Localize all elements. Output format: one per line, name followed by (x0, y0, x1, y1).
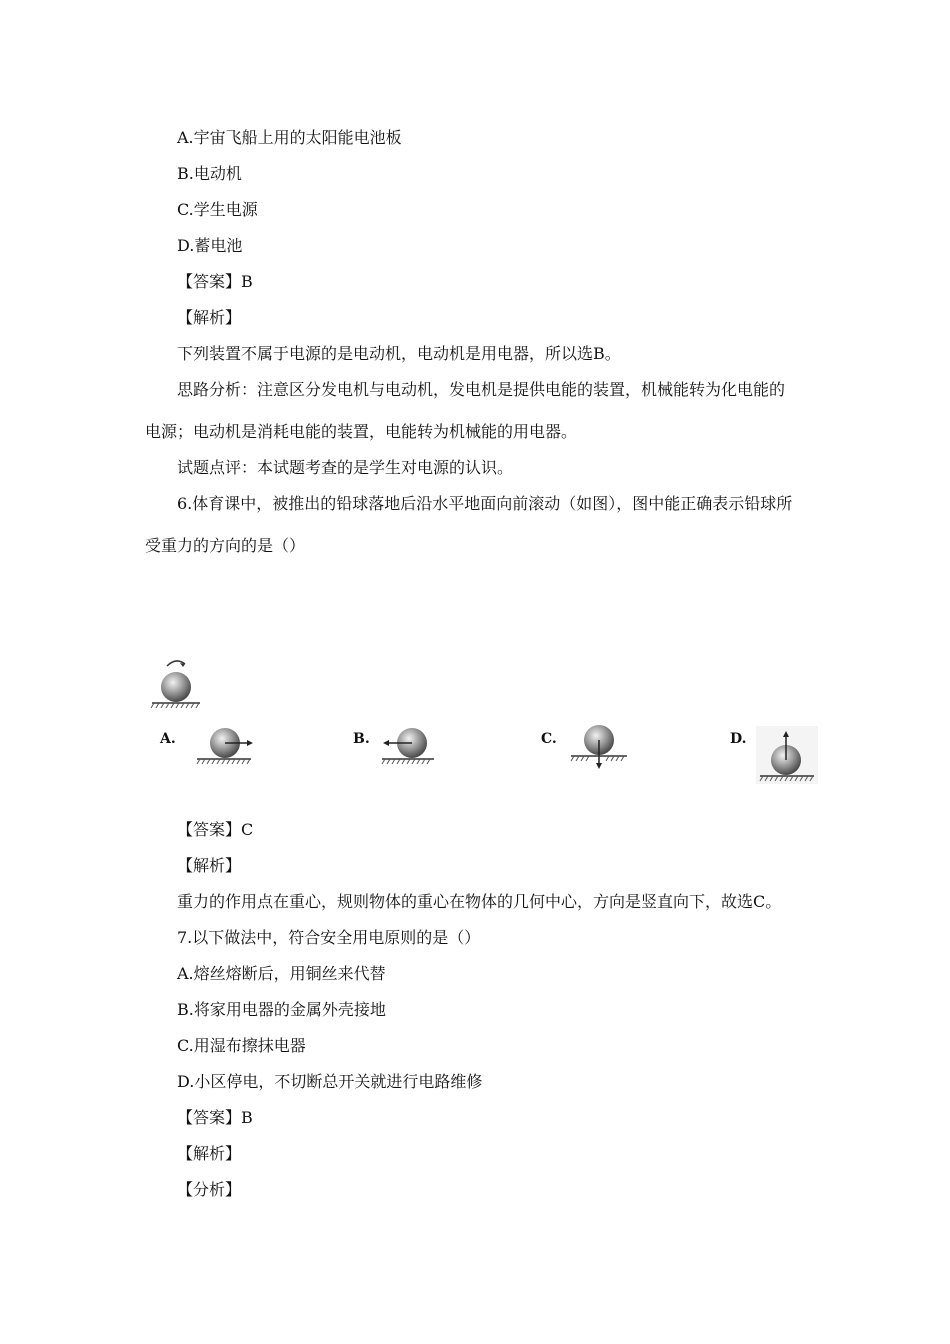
option-a-ball-figure (195, 720, 261, 770)
option-b-ball-figure (378, 720, 442, 770)
q6-fig-label-d: D. (730, 731, 747, 747)
q5-analysis-line-2b: 电源；电动机是消耗电能的装置，电能转为机械能的用电器。 (145, 422, 578, 441)
q5-analysis-line-2a: 思路分析：注意区分发电机与电动机，发电机是提供电能的装置，机械能转为化电能的 (177, 380, 786, 399)
q7-question: 7.以下做法中，符合安全用电原则的是（） (177, 928, 481, 947)
q6-analysis-line-1: 重力的作用点在重心，规则物体的重心在物体的几何中心，方向是竖直向下，故选C。 (177, 892, 782, 911)
q6-analysis-title: 【解析】 (177, 856, 242, 875)
option-c-ball-figure (567, 718, 631, 774)
q7-option-c: C.用湿布擦抹电器 (177, 1036, 306, 1055)
q7-analysis-subtitle: 【分析】 (177, 1180, 242, 1199)
q5-option-d: D.蓄电池 (177, 236, 243, 255)
q7-analysis-title: 【解析】 (177, 1144, 242, 1163)
q7-option-b: B.将家用电器的金属外壳接地 (177, 1000, 386, 1019)
q6-fig-label-b: B. (353, 731, 370, 747)
q5-analysis-line-1: 下列装置不属于电源的是电动机，电动机是用电器，所以选B。 (177, 344, 621, 363)
option-d-ball-figure (756, 726, 818, 784)
q5-option-b: B.电动机 (177, 164, 242, 183)
rolling-ball-figure (148, 655, 208, 713)
q5-analysis-title: 【解析】 (177, 308, 242, 327)
q6-question-line-2: 受重力的方向的是（） (145, 536, 306, 555)
q6-fig-label-a: A. (160, 731, 176, 747)
q6-question-line-1: 6.体育课中，被推出的铅球落地后沿水平地面向前滚动（如图），图中能正确表示铅球所 (177, 494, 793, 513)
q6-answer: 【答案】C (177, 820, 254, 839)
q5-answer: 【答案】B (177, 272, 253, 291)
q7-option-d: D.小区停电，不切断总开关就进行电路维修 (177, 1072, 483, 1091)
q5-option-a: A.宇宙飞船上用的太阳能电池板 (177, 128, 402, 147)
q7-option-a: A.熔丝熔断后，用铜丝来代替 (177, 964, 386, 983)
q6-fig-label-c: C. (541, 731, 557, 747)
q5-comment: 试题点评：本试题考查的是学生对电源的认识。 (177, 458, 514, 477)
q5-option-c: C.学生电源 (177, 200, 258, 219)
q7-answer: 【答案】B (177, 1108, 253, 1127)
